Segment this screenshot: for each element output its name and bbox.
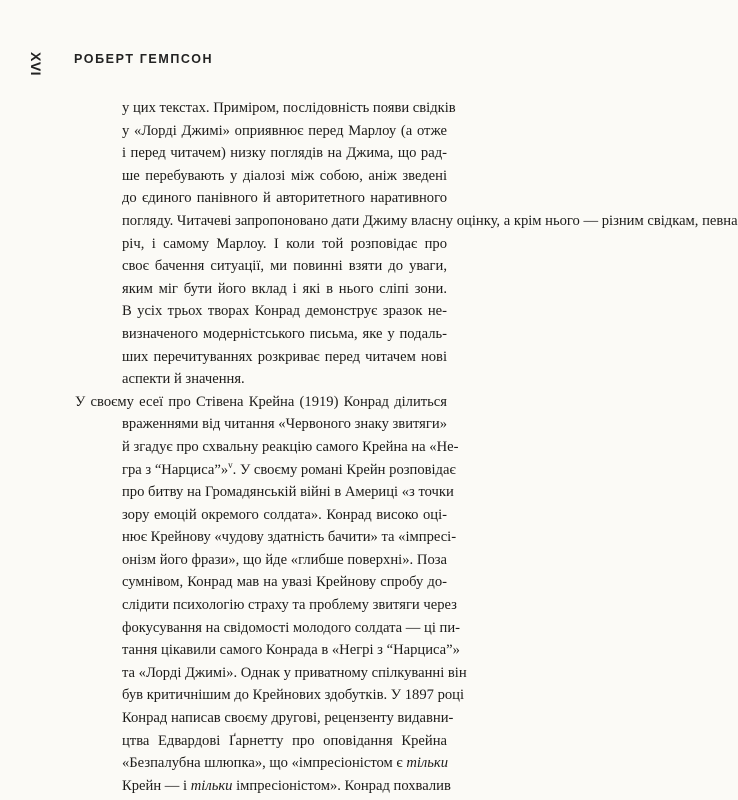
text-line: річ, і самому Марлоу. І коли той розповідає про [122,235,447,252]
text-segment: Крейн — і [122,777,191,794]
text-line: цтва Едвардові Ґарнетту про оповідання Крейна [122,732,447,749]
text-line: про битву на Громадянській війні в Америці «з точки [122,484,454,501]
text-line: враженнями від читання «Червоного знаку звитяги» [122,416,447,433]
emphasis-text: тільки [406,755,449,772]
text-line: тання цікавили самого Конрада в «Негрі з “Нарциса”» [122,642,460,659]
text-line: своє бачення ситуації, ми повинні взяти до уваги, [122,258,447,275]
paragraph-1 [75,97,738,391]
paragraph-2 [75,391,467,798]
body-text [75,97,738,797]
text-segment: гра з “Нарциса”» [122,461,229,478]
text-segment: . У своєму романі Крейн розповідає [232,461,456,478]
text-line: погляду. Читачеві запропоновано дати Джиму власну оцінку, а крім нього — різним свідкам, певна [122,212,738,229]
text-line [75,775,451,798]
text-segment: імпресіоністом». Конрад похвалив [232,777,451,794]
text-line: слідити психологію страху та проблему звитяги через [122,597,457,614]
text-line: й згадує про схвальну реакцію самого Крейна на «Не- [122,438,459,455]
text-line: нює Крейнову «чудову здатність бачити» та «імпресі- [122,529,457,546]
text-line: ше перебувають у діалозі між собою, аніж зведені [122,167,447,184]
page-number: XVI [28,52,44,77]
emphasis-text: тільки [190,777,233,794]
text-line: онізм його фрази», що йде «глибше поверхні». Поза [122,551,447,568]
text-line: аспекти й значення. [122,371,245,388]
text-line: та «Лорді Джимі». Однак у приватному спілкуванні він [122,664,467,681]
text-line [75,459,456,482]
text-line: яким міг бути його вклад і які в нього сліпі зони. [122,280,447,297]
text-line: у «Лорді Джимі» оприявнює перед Марлоу (а отже [122,122,447,139]
text-segment: «Безпалубна шлюпка», що «імпресіоністом є [122,755,407,772]
text-line: В усіх трьох творах Конрад демонструє зразок не- [122,303,447,320]
footnote-mark: v [228,459,233,470]
text-line: і перед читачем) низку поглядів на Джима, що рад- [122,145,447,162]
text-line: у цих текстах. Приміром, послідовність появи свідків [122,100,456,116]
text-line: до єдиного панівного й авторитетного наративного [122,190,447,207]
text-line: був критичнішим до Крейнових здобутків. У 1897 році [122,687,465,704]
text-line: фокусування на свідомості молодого солдата — ці пи- [122,619,461,636]
text-line: У своєму есеї про Стівена Крейна (1919) Конрад ділиться [75,393,447,410]
text-line: зору емоцій окремого солдата». Конрад високо оці- [122,506,447,523]
running-head: РОБЕРТ ГЕМПСОН [74,52,214,66]
text-line: Конрад написав своєму другові, рецензенту видавни- [122,710,454,727]
text-line: визначеного модерністського письма, яке у подаль- [122,325,447,342]
text-line [75,752,447,775]
text-line: сумнівом, Конрад мав на увазі Крейнову спробу до- [122,574,447,591]
text-line: ших перечитуваннях розкриває перед читачем нові [122,348,447,365]
